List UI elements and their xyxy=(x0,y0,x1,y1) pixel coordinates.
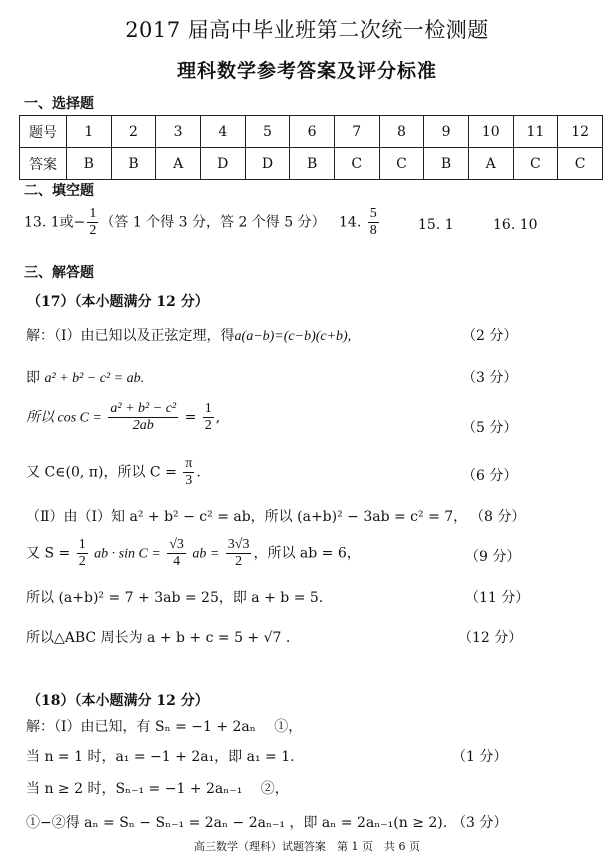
p17-one-half xyxy=(77,537,88,570)
p17-line-3 xyxy=(26,401,220,434)
q16-label: 16. xyxy=(493,217,516,233)
p17-score-5: （8 分） xyxy=(470,509,526,525)
row-label-answer: 答案 xyxy=(20,148,67,180)
p17-line-4-end: . xyxy=(196,464,201,481)
question-number: 10 xyxy=(468,116,513,148)
p17-line-6-mid-2: ab = xyxy=(192,546,220,562)
p17-sqrt3-numerator: √3 xyxy=(167,537,186,554)
p17-line-1-text: 解：（Ⅰ）由已知以及正弦定理，得 xyxy=(26,328,235,344)
p17-line-4-text: 又 C∈(0, π)，所以 C = xyxy=(26,464,177,481)
p17-line-2 xyxy=(26,367,144,387)
p17-sqrt3-quarter xyxy=(167,537,186,570)
p18-line-4: ①−②得 aₙ = Sₙ − Sₙ₋₁ = 2aₙ − 2aₙ₋₁ ，即 aₙ = 2aₙ₋₁(n ≥ 2). xyxy=(26,815,448,831)
p17-score-8: （12 分） xyxy=(458,630,523,646)
answer-row xyxy=(20,148,603,180)
p17-one-half-numerator: 1 xyxy=(77,537,88,554)
q13-answer xyxy=(24,206,326,239)
answer-cell: D xyxy=(245,148,290,180)
q14-fraction xyxy=(368,206,379,239)
p17-score-2: （3 分） xyxy=(462,370,518,386)
question-number: 12 xyxy=(558,116,603,148)
q15-label: 15. xyxy=(418,217,441,233)
section-solution-title: 三、解答题 xyxy=(24,265,94,281)
q13-denominator: 2 xyxy=(89,223,97,239)
q13-minus: − xyxy=(73,214,86,231)
answer-cell: D xyxy=(200,148,245,180)
p17-line-6-mid-1: ab · sin C = xyxy=(94,546,161,562)
answer-cell: C xyxy=(513,148,558,180)
p17-score-3: （5 分） xyxy=(462,420,518,436)
p17-3sqrt3-half xyxy=(226,537,252,570)
page-footer: 高三数学（理科）试题答案 第 1 页 共 6 页 xyxy=(194,840,420,853)
p18-line-2: 当 n = 1 时，a₁ = −1 + 2a₁，即 a₁ = 1. xyxy=(26,749,295,765)
question-number: 2 xyxy=(111,116,156,148)
answer-table xyxy=(19,115,603,180)
question-number: 8 xyxy=(379,116,424,148)
q15-answer xyxy=(418,217,454,233)
question-number: 9 xyxy=(424,116,469,148)
p17-sqrt3-denominator: 4 xyxy=(173,554,181,570)
answer-cell: C xyxy=(558,148,603,180)
p17-cos-fraction xyxy=(108,401,178,434)
p18-score-2: （1 分） xyxy=(452,749,508,765)
p17-half-numerator: 1 xyxy=(203,401,214,418)
p17-line-2-text: 即 xyxy=(26,370,40,386)
p17-half-fraction xyxy=(203,401,214,434)
answer-cell: B xyxy=(67,148,112,180)
p17-pi-fraction xyxy=(183,456,194,489)
p17-equals: = xyxy=(184,409,197,426)
q13-numerator: 1 xyxy=(87,206,98,223)
q14-label: 14. xyxy=(339,214,362,231)
p17-line-1 xyxy=(26,325,351,345)
p17-score-4: （6 分） xyxy=(462,468,518,484)
q14-numerator: 5 xyxy=(368,206,379,223)
question-number: 1 xyxy=(67,116,112,148)
answer-cell: A xyxy=(156,148,201,180)
document-subtitle: 理科数学参考答案及评分标准 xyxy=(176,60,437,82)
p17-line-4 xyxy=(26,456,201,489)
p17-3sqrt3-denominator: 2 xyxy=(235,554,243,570)
section-fill-title: 二、填空题 xyxy=(24,183,94,199)
question-number: 11 xyxy=(513,116,558,148)
answer-cell: C xyxy=(334,148,379,180)
section-choice-title: 一、选择题 xyxy=(24,96,94,112)
row-label-question: 题号 xyxy=(20,116,67,148)
problem-17-heading: （17）（本小题满分 12 分） xyxy=(27,294,209,310)
p18-line-1: 解：（Ⅰ）由已知，有 Sₙ = −1 + 2aₙ ①， xyxy=(26,719,303,735)
q16-value: 10 xyxy=(519,217,538,233)
p17-line-7: 所以 (a+b)² = 7 + 3ab = 25，即 a + b = 5. xyxy=(26,590,324,606)
question-number: 3 xyxy=(156,116,201,148)
q13-label: 13. xyxy=(24,214,47,231)
p18-score-4: （3 分） xyxy=(452,815,508,831)
answer-cell: B xyxy=(111,148,156,180)
q13-fraction xyxy=(87,206,98,239)
answer-cell: B xyxy=(424,148,469,180)
p17-line-3-text: 所以 cos C = xyxy=(26,410,102,426)
answer-cell: B xyxy=(290,148,335,180)
document-title: 2017 届高中毕业班第二次统一检测题 xyxy=(125,18,489,42)
p17-line-1-formula: a(a−b)=(c−b)(c+b), xyxy=(234,329,352,344)
p17-line-2-formula: a² + b² − c² = ab. xyxy=(44,371,145,386)
answer-cell: C xyxy=(379,148,424,180)
question-number: 7 xyxy=(334,116,379,148)
p17-line-6 xyxy=(26,537,361,570)
p17-line-3-end: , xyxy=(215,409,221,426)
q14-answer xyxy=(339,206,381,239)
question-number: 5 xyxy=(245,116,290,148)
p18-line-3: 当 n ≥ 2 时，Sₙ₋₁ = −1 + 2aₙ₋₁ ②， xyxy=(26,781,289,797)
q13-note: （答 1 个得 3 分，答 2 个得 5 分） xyxy=(100,214,326,231)
problem-18-heading: （18）（本小题满分 12 分） xyxy=(27,693,209,709)
q14-denominator: 8 xyxy=(369,223,377,239)
p17-pi-denominator: 3 xyxy=(185,473,193,489)
p17-line-8: 所以△ABC 周长为 a + b + c = 5 + √7 . xyxy=(26,630,291,646)
p17-score-6: （9 分） xyxy=(465,549,521,565)
q15-value: 1 xyxy=(444,217,454,233)
p17-line-5: （Ⅱ）由（Ⅰ）知 a² + b² − c² = ab，所以 (a+b)² − 3ab = c² = 7， xyxy=(26,509,468,525)
p17-pi-numerator: π xyxy=(183,456,194,473)
p17-half-denominator: 2 xyxy=(204,418,212,434)
answer-cell: A xyxy=(468,148,513,180)
p17-score-7: （11 分） xyxy=(465,590,530,606)
p17-cos-numerator: a² + b² − c² xyxy=(108,401,178,418)
question-number: 6 xyxy=(290,116,335,148)
question-number-row xyxy=(20,116,603,148)
p17-3sqrt3-numerator: 3√3 xyxy=(226,537,252,554)
p17-score-1: （2 分） xyxy=(462,328,518,344)
q16-answer xyxy=(493,217,538,233)
p17-one-half-denominator: 2 xyxy=(78,554,86,570)
q13-text: 1或 xyxy=(50,214,74,231)
p17-cos-denominator: 2ab xyxy=(132,418,154,434)
p17-line-6-end: ，所以 ab = 6， xyxy=(253,545,361,562)
question-number: 4 xyxy=(200,116,245,148)
p17-line-6-pre: 又 S = xyxy=(26,545,71,562)
